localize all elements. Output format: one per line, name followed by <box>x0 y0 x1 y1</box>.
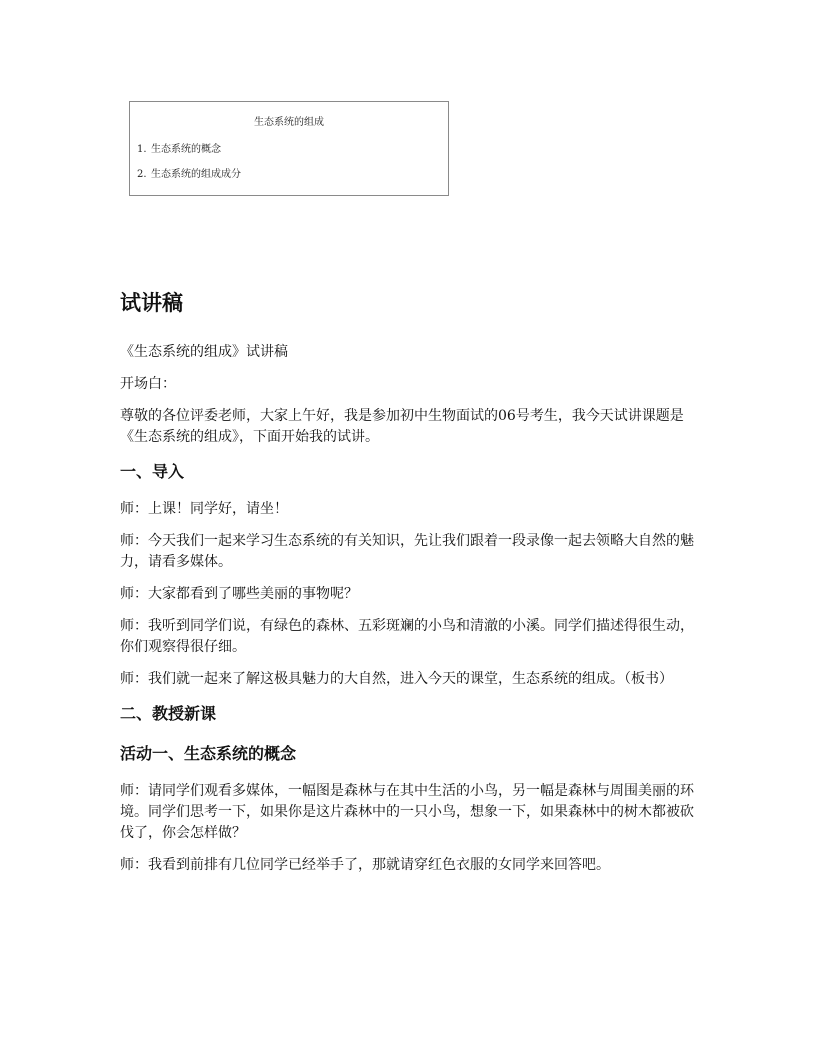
blackboard-item-text: 生态系统的概念 <box>151 144 221 155</box>
document-heading: 试讲稿 <box>120 291 183 315</box>
blackboard-item-number: 1. <box>137 144 147 155</box>
blackboard-item-text: 生态系统的组成成分 <box>151 169 241 180</box>
section-heading-new-lesson: 二、教授新课 <box>120 704 217 723</box>
blackboard-item-number: 2. <box>137 169 147 180</box>
blackboard-title: 生态系统的组成 <box>254 117 324 128</box>
paragraph: 师：请同学们观看多媒体，一幅图是森林与在其中生活的小鸟，另一幅是森林与周围美丽的环境。同学们思考一下，如果你是这片森林中的一只小鸟，想象一下，如果森林中的树木都被砍伐了，你会怎样做？ <box>120 783 694 841</box>
paragraph: 师：上课！同学好，请坐！ <box>120 501 288 517</box>
opening-label: 开场白： <box>120 376 176 392</box>
document-subtitle: 《生态系统的组成》试讲稿 <box>120 344 288 360</box>
paragraph: 师：今天我们一起来学习生态系统的有关知识，先让我们跟着一段录像一起去领略大自然的魅力，请看多媒体。 <box>120 533 694 570</box>
blackboard-item <box>137 165 241 180</box>
paragraph: 师：我听到同学们说，有绿色的森林、五彩斑斓的小鸟和清澈的小溪。同学们描述得很生动，你们观察得很仔细。 <box>120 618 694 655</box>
paragraph: 师：我们就一起来了解这极具魅力的大自然，进入今天的课堂，生态系统的组成。（板书） <box>120 671 673 687</box>
blackboard-design-box <box>129 101 449 196</box>
blackboard-item <box>137 140 221 155</box>
opening-paragraph: 尊敬的各位评委老师，大家上午好，我是参加初中生物面试的06号考生，我今天试讲课题是《生态系统的组成》，下面开始我的试讲。 <box>120 408 684 445</box>
paragraph: 师：我看到前排有几位同学已经举手了，那就请穿红色衣服的女同学来回答吧。 <box>120 857 610 873</box>
paragraph: 师：大家都看到了哪些美丽的事物呢？ <box>120 586 358 602</box>
activity-heading: 活动一、生态系统的概念 <box>120 744 297 763</box>
document-body <box>120 288 700 887</box>
section-heading-intro: 一、导入 <box>120 462 185 481</box>
